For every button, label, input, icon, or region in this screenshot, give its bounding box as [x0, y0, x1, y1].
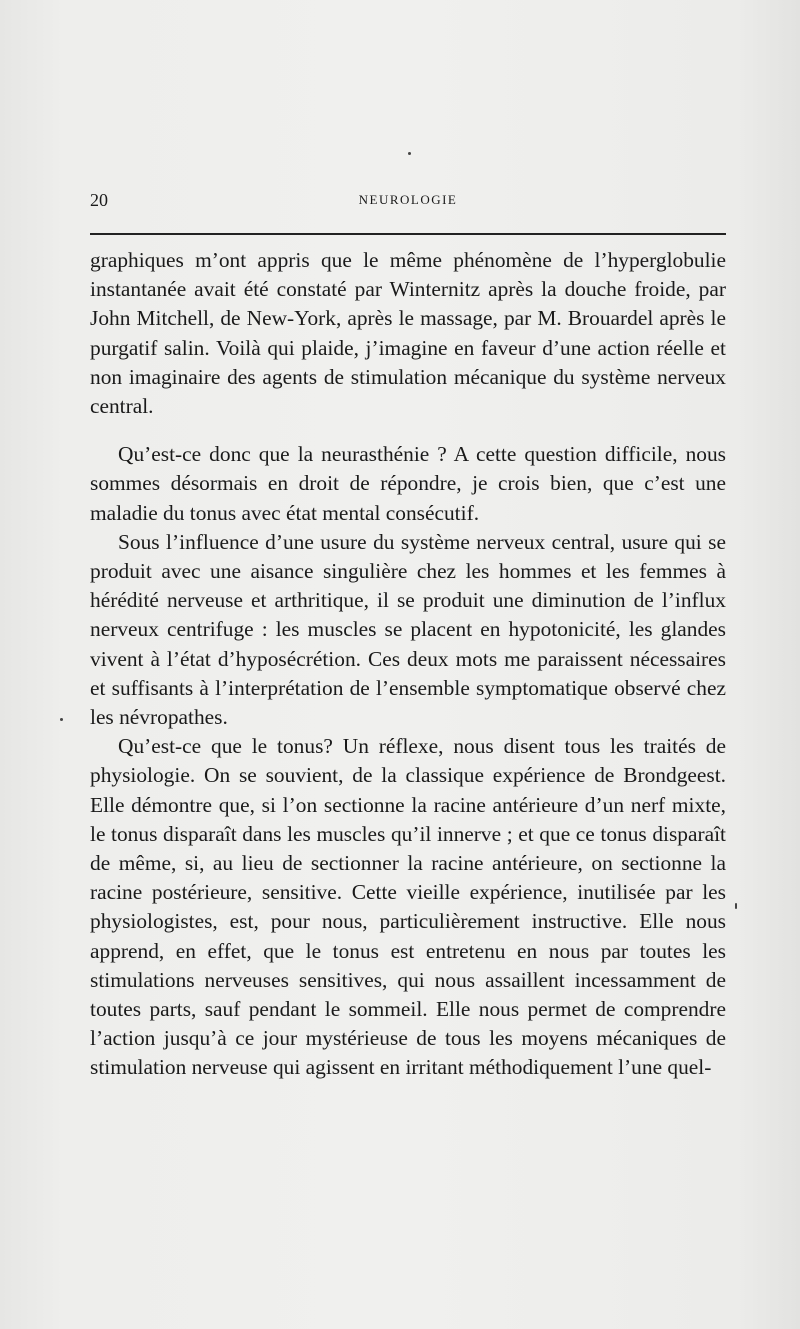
paper-speck [408, 152, 411, 155]
paragraph-1: graphiques m’ont appris que le même phénomène de l’hyperglobulie instantanée avait été constaté par Winternitz après la douche froide, par John Mitchell, de New-York, après le massage, par M. Brouardel après le purgatif salin. Voilà qui plaide, j’imagine en faveur d’une action réelle et non imaginaire des agents de stimulation mécanique du système nerveux central. [90, 248, 726, 419]
header-rule [90, 233, 726, 235]
paragraph-3: Sous l’influence d’une usure du système nerveux central, usure qui se produit avec une aisance singulière chez les hommes et les femmes à hérédité nerveuse et arthritique, il se produit une diminution de l’influx nerveux centrifuge : les muscles se placent en hypotonicité, les glandes vivent à l’état d’hyposécrétion. Ces deux mots me paraissent nécessaires et suffisants à l’interprétation de l’ensemble symptomatique observé chez les névropathes. [90, 529, 726, 730]
paper-speck [735, 903, 737, 909]
page-header [90, 190, 726, 214]
paragraph-4: Qu’est-ce que le tonus? Un réflexe, nous disent tous les traités de physiologie. On se souvient, de la classique expérience de Brondgeest. Elle démontre que, si l’on sectionne la racine antérieure d’un nerf mixte, le tonus disparaît dans les muscles qu’il innerve ; et que ce tonus disparaît de même, si, au lieu de sectionner la racine antérieure, on sectionne la racine postérieure, sensitive. Cette vieille expérience, inutilisée par les physiologistes, est, pour nous, particulièrement instructive. Elle nous apprend, en effet, que le tonus est entretenu en nous par toutes les stimulations nerveuses sensitives, qui nous assaillent incessamment de toutes parts, sauf pendant le sommeil. Elle nous permet de comprendre l’action jusqu’à ce jour mystérieuse de tous les moyens mécaniques de stimulation nerveuse qui agissent en irritant méthodiquement l’une quel- [90, 734, 726, 1080]
page-number: 20 [90, 190, 108, 210]
paper-speck [60, 718, 63, 721]
running-head: NEUROLOGIE [358, 192, 458, 207]
paragraph-gap [90, 421, 726, 440]
paragraph-2: Qu’est-ce donc que la neurasthénie ? A cette question difficile, nous sommes désormais en droit de répondre, je crois bien, que c’est une maladie du tonus avec état mental consécutif. [90, 442, 726, 525]
body-text [90, 246, 726, 1083]
